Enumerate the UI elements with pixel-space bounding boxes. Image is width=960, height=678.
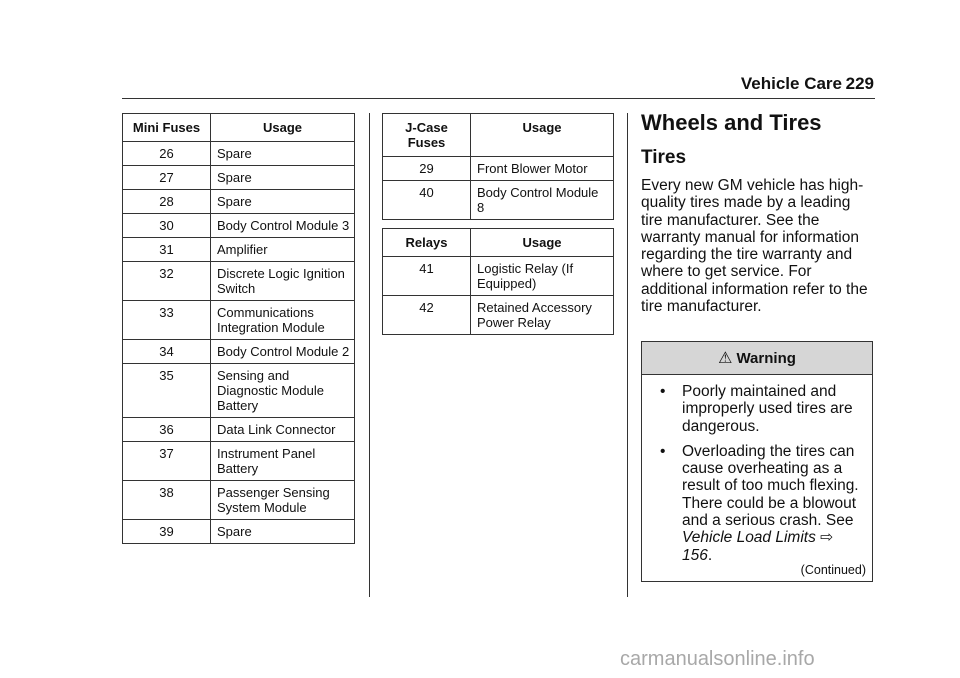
column-header: Relays xyxy=(383,229,471,257)
list-item xyxy=(660,443,864,564)
fuse-usage: Discrete Logic Ignition Switch xyxy=(211,262,355,301)
fuse-number: 31 xyxy=(123,238,211,262)
warning-header xyxy=(642,342,872,375)
cross-reference-link[interactable]: Vehicle Load Limits xyxy=(682,529,816,547)
fuse-usage: Front Blower Motor xyxy=(471,157,614,181)
fuse-usage: Spare xyxy=(211,520,355,544)
fuse-usage: Passenger Sensing System Module xyxy=(211,481,355,520)
header-title: Vehicle Care xyxy=(740,74,842,93)
table-row xyxy=(123,481,355,520)
jcase-fuses-table xyxy=(382,113,614,220)
table-row xyxy=(123,520,355,544)
table-row xyxy=(383,296,614,335)
fuse-number: 33 xyxy=(123,301,211,340)
table-row xyxy=(123,442,355,481)
subsection-title: Tires xyxy=(641,147,687,168)
continued-note: (Continued) xyxy=(800,563,866,577)
fuse-number: 35 xyxy=(123,364,211,418)
cross-reference-page[interactable]: 156 xyxy=(682,546,708,564)
fuse-number: 37 xyxy=(123,442,211,481)
column-header: Usage xyxy=(471,114,614,157)
table-row xyxy=(123,262,355,301)
fuse-number: 30 xyxy=(123,214,211,238)
arrow-icon: ⇨ xyxy=(820,529,834,547)
fuse-usage: Retained Accessory Power Relay xyxy=(471,296,614,335)
table-header-row xyxy=(383,114,614,157)
fuse-number: 27 xyxy=(123,166,211,190)
fuse-usage: Spare xyxy=(211,190,355,214)
fuse-number: 36 xyxy=(123,418,211,442)
warning-box xyxy=(641,341,873,582)
fuse-number: 29 xyxy=(383,157,471,181)
header-rule xyxy=(122,98,875,99)
column-header: Mini Fuses xyxy=(123,114,211,142)
fuse-usage: Spare xyxy=(211,142,355,166)
fuse-number: 38 xyxy=(123,481,211,520)
fuse-usage: Body Control Module 8 xyxy=(471,181,614,220)
table-row xyxy=(123,340,355,364)
column-divider xyxy=(627,113,628,597)
warning-item-text: Poorly maintained and improperly used tires are dangerous. xyxy=(682,383,853,435)
warning-item-text: Overloading the tires can cause overheating as a result of too much flexing. There could be a blowout and a serious crash. See xyxy=(682,442,859,530)
sentence-end: . xyxy=(707,546,713,564)
fuse-number: 26 xyxy=(123,142,211,166)
table-row xyxy=(383,181,614,220)
fuse-number: 34 xyxy=(123,340,211,364)
table-row xyxy=(383,157,614,181)
column-divider xyxy=(369,113,370,597)
warning-label: Warning xyxy=(736,349,796,367)
table-row xyxy=(123,418,355,442)
fuse-usage: Instrument Panel Battery xyxy=(211,442,355,481)
table-row xyxy=(123,142,355,166)
table-row xyxy=(123,364,355,418)
warning-list xyxy=(642,375,872,564)
table-row xyxy=(383,257,614,296)
body-paragraph: Every new GM vehicle has high-quality tires made by a leading tire manufacturer. See the warranty manual for information regarding the tire warranty and where to get service. For additional information refer to the tire manufacturer. xyxy=(641,177,868,316)
fuse-number: 42 xyxy=(383,296,471,335)
relays-table xyxy=(382,228,614,335)
warning-triangle-icon: ⚠ xyxy=(718,350,733,367)
table-header-row xyxy=(383,229,614,257)
table-row xyxy=(123,214,355,238)
bullet: • xyxy=(660,442,666,460)
page-number: 229 xyxy=(845,74,874,93)
fuse-usage: Communications Integration Module xyxy=(211,301,355,340)
fuse-number: 32 xyxy=(123,262,211,301)
table-row xyxy=(123,238,355,262)
table-row xyxy=(123,190,355,214)
column-header: J-Case Fuses xyxy=(383,114,471,157)
fuse-usage: Amplifier xyxy=(211,238,355,262)
table-header-row xyxy=(123,114,355,142)
mini-fuses-table xyxy=(122,113,355,544)
fuse-number: 41 xyxy=(383,257,471,296)
section-title: Wheels and Tires xyxy=(641,110,822,135)
fuse-usage: Data Link Connector xyxy=(211,418,355,442)
fuse-usage: Logistic Relay (If Equipped) xyxy=(471,257,614,296)
fuse-usage: Body Control Module 3 xyxy=(211,214,355,238)
fuse-usage: Sensing and Diagnostic Module Battery xyxy=(211,364,355,418)
table-row xyxy=(123,166,355,190)
fuse-usage: Spare xyxy=(211,166,355,190)
column-header: Usage xyxy=(471,229,614,257)
fuse-number: 40 xyxy=(383,181,471,220)
column-header: Usage xyxy=(211,114,355,142)
fuse-number: 28 xyxy=(123,190,211,214)
watermark: carmanualsonline.info xyxy=(620,648,815,670)
fuse-number: 39 xyxy=(123,520,211,544)
bullet: • xyxy=(660,383,666,400)
list-item xyxy=(660,383,864,435)
table-row xyxy=(123,301,355,340)
fuse-usage: Body Control Module 2 xyxy=(211,340,355,364)
